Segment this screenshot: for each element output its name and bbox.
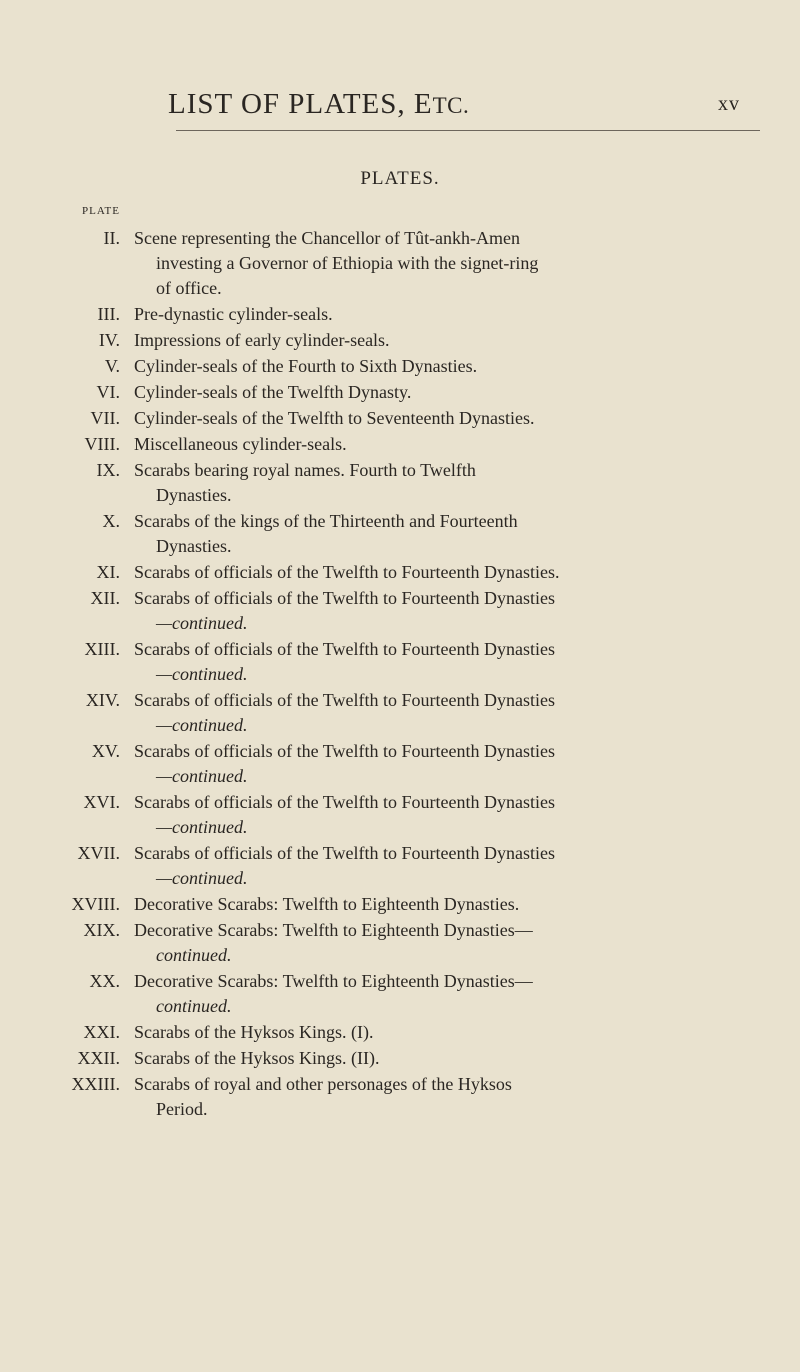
- plate-numeral: XVII.: [77, 843, 120, 863]
- plate-entry: [0, 380, 800, 405]
- plate-entry: [0, 969, 800, 1019]
- plate-list: [0, 226, 800, 1123]
- plate-description-line: —continued.: [156, 715, 248, 735]
- running-title-tail: TC.: [432, 93, 470, 118]
- plate-numeral: XXII.: [77, 1048, 120, 1068]
- plate-description-line: Cylinder-seals of the Fourth to Sixth Dynasties.: [134, 356, 478, 376]
- plate-description-line: —continued.: [156, 817, 248, 837]
- plate-description: [134, 458, 712, 508]
- plate-numeral: XX.: [89, 971, 120, 991]
- plate-description: [134, 354, 712, 379]
- plate-entry: [0, 354, 800, 379]
- plate-description: [134, 560, 712, 585]
- plate-description-line: Period.: [156, 1099, 208, 1119]
- plate-description: [134, 226, 712, 301]
- running-head: [168, 88, 768, 128]
- plate-description-line: Scarabs of officials of the Twelfth to Fourteenth Dynasties: [134, 588, 555, 608]
- plate-entry: [0, 892, 800, 917]
- plate-description: [134, 739, 712, 789]
- column-heading: PLATE: [82, 205, 120, 217]
- plate-numeral: XIX.: [83, 920, 120, 940]
- plate-entry: [0, 790, 800, 840]
- plate-description-line: Cylinder-seals of the Twelfth Dynasty.: [134, 382, 412, 402]
- header-rule: [176, 130, 760, 131]
- plate-description-line: Scarabs of officials of the Twelfth to Fourteenth Dynasties: [134, 690, 555, 710]
- plate-numeral: III.: [97, 304, 120, 324]
- plate-numeral: XVIII.: [71, 894, 120, 914]
- plate-description: [134, 841, 712, 891]
- plate-description: [134, 380, 712, 405]
- plate-numeral: IV.: [98, 330, 120, 350]
- plate-description-line: Scene representing the Chancellor of Tût-ankh-Amen: [134, 228, 521, 248]
- plate-description: [134, 637, 712, 687]
- plate-numeral: VIII.: [84, 434, 120, 454]
- plate-description-line: of office.: [156, 278, 222, 298]
- plate-description: [134, 328, 712, 353]
- plate-description-line: Scarabs of officials of the Twelfth to Fourteenth Dynasties: [134, 843, 555, 863]
- plate-entry: [0, 1046, 800, 1071]
- plate-numeral: VII.: [90, 408, 120, 428]
- plate-numeral: XIII.: [84, 639, 120, 659]
- plate-description: [134, 688, 712, 738]
- plate-entry: [0, 1072, 800, 1122]
- plate-description-line: Decorative Scarabs: Twelfth to Eighteenth Dynasties—: [134, 971, 533, 991]
- plate-description-line: Scarabs of the Hyksos Kings. (I).: [134, 1022, 374, 1042]
- plate-description: [134, 1072, 712, 1122]
- plate-description: [134, 432, 712, 457]
- plate-entry: [0, 432, 800, 457]
- plate-description-line: Scarabs of the Hyksos Kings. (II).: [134, 1048, 380, 1068]
- plate-entry: [0, 458, 800, 508]
- plate-numeral: XIV.: [85, 690, 120, 710]
- plate-description: [134, 892, 712, 917]
- plate-description-line: —continued.: [156, 868, 248, 888]
- plate-description-line: investing a Governor of Ethiopia with the signet-ring: [156, 253, 539, 273]
- plate-description: [134, 406, 712, 431]
- plate-numeral: XVI.: [83, 792, 120, 812]
- plate-numeral: X.: [102, 511, 120, 531]
- plate-description-line: Scarabs of royal and other personages of the Hyksos: [134, 1074, 512, 1094]
- plate-entry: [0, 586, 800, 636]
- plate-description-line: —continued.: [156, 766, 248, 786]
- plate-numeral: XV.: [91, 741, 120, 761]
- plate-entry: [0, 560, 800, 585]
- plate-description-line: Miscellaneous cylinder-seals.: [134, 434, 347, 454]
- plate-entry: [0, 688, 800, 738]
- plate-description: [134, 586, 712, 636]
- plate-entry: [0, 739, 800, 789]
- plate-description-line: Cylinder-seals of the Twelfth to Seventeenth Dynasties.: [134, 408, 535, 428]
- plate-numeral: XXI.: [83, 1022, 120, 1042]
- plate-numeral: II.: [103, 228, 120, 248]
- plate-description-line: Dynasties.: [156, 536, 232, 556]
- page-number: xv: [718, 93, 740, 115]
- plate-description-line: Scarabs of officials of the Twelfth to Fourteenth Dynasties: [134, 741, 555, 761]
- plate-description-line: Scarabs of the kings of the Thirteenth and Fourteenth: [134, 511, 518, 531]
- plate-entry: [0, 226, 800, 301]
- plate-description: [134, 509, 712, 559]
- plate-entry: [0, 509, 800, 559]
- plate-numeral: IX.: [96, 460, 120, 480]
- plate-description-line: —continued.: [156, 664, 248, 684]
- plate-description-line: Scarabs of officials of the Twelfth to Fourteenth Dynasties: [134, 792, 555, 812]
- running-title-main: LIST OF PLATES, E: [168, 88, 433, 120]
- plate-description-line: continued.: [156, 945, 232, 965]
- plate-description-line: Dynasties.: [156, 485, 232, 505]
- plate-description-line: continued.: [156, 996, 232, 1016]
- plate-entry: [0, 302, 800, 327]
- plate-description: [134, 302, 712, 327]
- plate-description: [134, 969, 712, 1019]
- plate-description: [134, 790, 712, 840]
- plate-description-line: Scarabs bearing royal names. Fourth to Twelfth: [134, 460, 476, 480]
- plate-numeral: XXIII.: [71, 1074, 120, 1094]
- plate-numeral: VI.: [96, 382, 120, 402]
- plate-description-line: Scarabs of officials of the Twelfth to Fourteenth Dynasties.: [134, 562, 560, 582]
- plate-entry: [0, 841, 800, 891]
- plate-numeral: XII.: [90, 588, 120, 608]
- running-title: [168, 88, 469, 121]
- plate-description: [134, 1046, 712, 1071]
- plate-entry: [0, 328, 800, 353]
- plate-description-line: Scarabs of officials of the Twelfth to Fourteenth Dynasties: [134, 639, 555, 659]
- plate-numeral: V.: [104, 356, 120, 376]
- plate-entry: [0, 637, 800, 687]
- plate-description: [134, 918, 712, 968]
- plate-description-line: —continued.: [156, 613, 248, 633]
- plate-description-line: Impressions of early cylinder-seals.: [134, 330, 390, 350]
- plate-description-line: Decorative Scarabs: Twelfth to Eighteenth Dynasties—: [134, 920, 533, 940]
- plate-entry: [0, 406, 800, 431]
- plate-description-line: Pre-dynastic cylinder-seals.: [134, 304, 333, 324]
- section-title: PLATES.: [360, 168, 440, 189]
- plate-numeral: XI.: [96, 562, 120, 582]
- plate-entry: [0, 918, 800, 968]
- plate-description: [134, 1020, 712, 1045]
- plate-entry: [0, 1020, 800, 1045]
- plate-description-line: Decorative Scarabs: Twelfth to Eighteenth Dynasties.: [134, 894, 520, 914]
